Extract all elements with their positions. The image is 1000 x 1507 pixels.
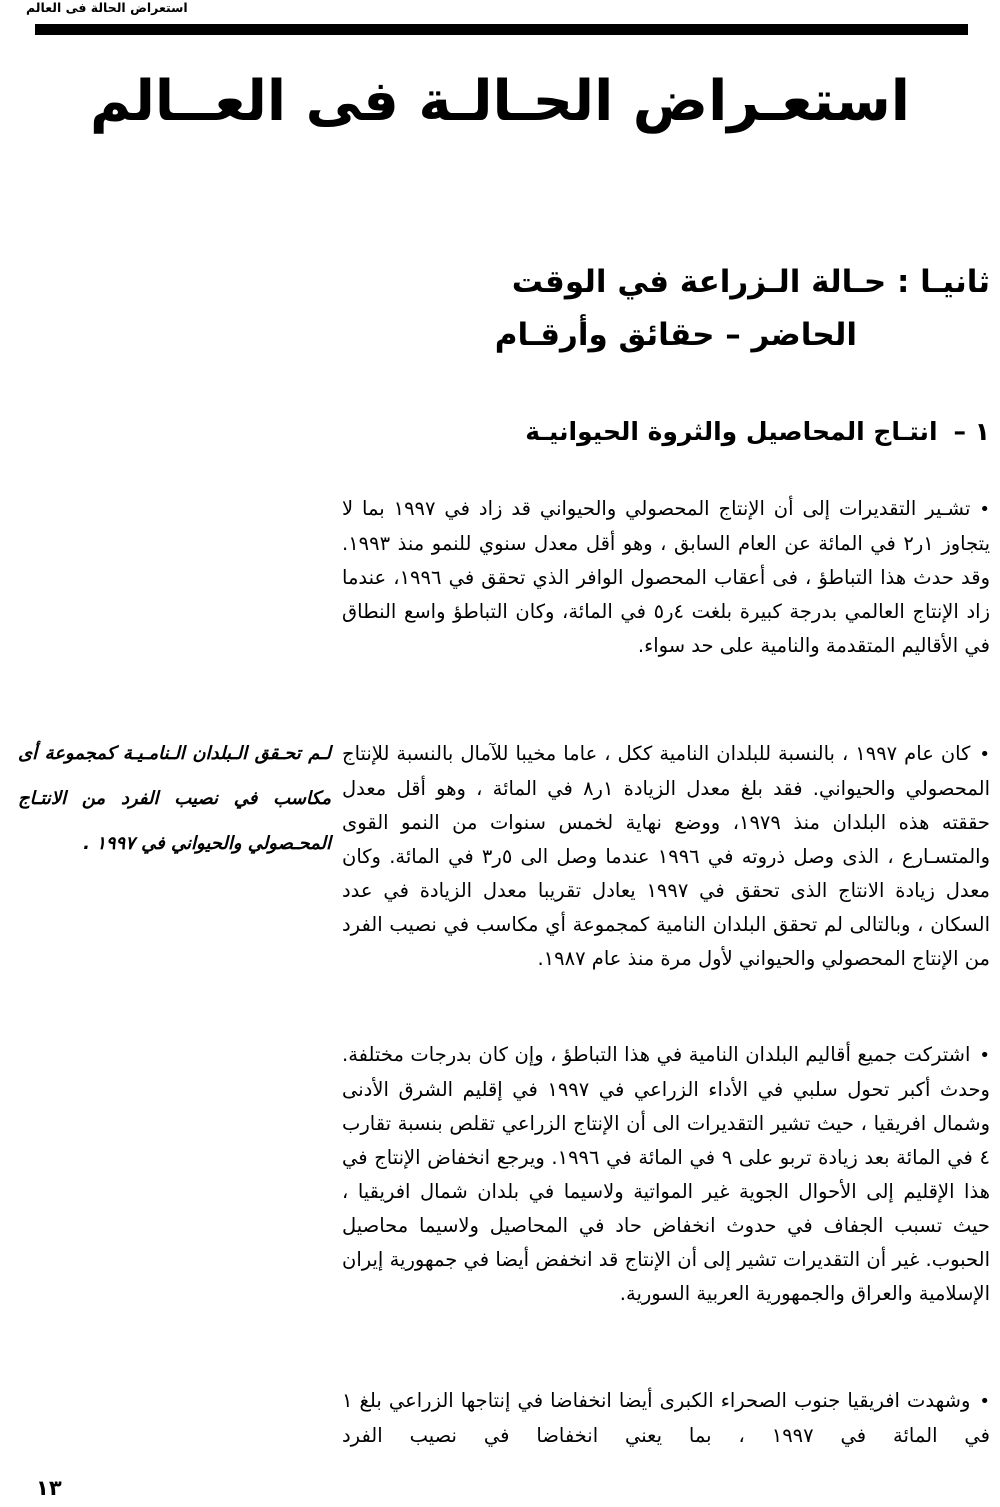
paragraph-text: وشهدت افريقيا جنوب الصحراء الكبرى أيضا انخفاضا في إنتاجها الزراعي بلغ ١ في المائة في ١٩٩٧ ، بما يعني انخفاضا في نصيب الفرد	[342, 1389, 990, 1447]
paragraph-text: اشتركت جميع أقاليم البلدان النامية في هذا التباطؤ ، وإن كان بدرجات مختلفة. وحدث أكبر تحول سلبي في الأداء الزراعي في ١٩٩٧ في إقليم الشرق الأدنى وشمال افريقيا ، حيث تشير التقديرات الى أن الإنتاج الزراعي تقلص بنسبة تقارب ٤ في المائة بعد زيادة تربو على ٩ في المائة في ١٩٩٦. ويرجع انخفاض الإنتاج في هذا الإقليم إلى الأحوال الجوية غير المواتية ولاسيما في بلدان شمال افريقيا ، حيث تسبب الجفاف في حدوث انخفاض حاد في المحاصيل ولاسيما محاصيل الحبوب. غير أن التقديرات تشير إلى أن الإنتاج قد انخفض أيضا في جمهورية إيران الإسلامية والعراق والجمهورية العربية السورية.	[342, 1043, 990, 1305]
section-heading-line2: الحاضر – حقائق وأرقـام	[494, 317, 857, 353]
bullet-icon: •	[979, 1391, 990, 1412]
header-rule	[35, 24, 968, 35]
subsection-number: ١ –	[953, 417, 990, 446]
page-number: ١٣	[36, 1476, 62, 1500]
section-heading-line1: ثانيـا : حـالة الـزراعة في الوقت	[511, 264, 990, 300]
subsection-heading	[342, 414, 990, 449]
running-header: استعراض الحالة فى العالم	[26, 0, 188, 15]
subsection-title: انتـاج المحاصيل والثروة الحيوانيـة	[525, 417, 938, 446]
bullet-paragraph	[342, 737, 990, 976]
bullet-paragraph	[342, 1384, 990, 1453]
bullet-icon: •	[979, 499, 990, 520]
margin-note: لـم تحـقق الـبلدان الـنامـيـة كمجموعة أى مكاسب في نصيب الفرد من الانتـاج المحـصولي والحيواني في ١٩٩٧ .	[18, 743, 331, 854]
paragraph-text: تشـير التقديرات إلى أن الإنتاج المحصولي والحيواني قد زاد في ١٩٩٧ بما لا يتجاوز ١ر٢ في المائة عن العام السابق ، وهو أقل معدل سنوي للنمو منذ ١٩٩٣. وقد حدث هذا التباطؤ ، فى أعقاب المحصول الوافر الذي تحقق في ١٩٩٦، عندما زاد الإنتاج العالمي بدرجة كبيرة بلغت ٤ر٥ في المائة، وكان التباطؤ واسع النطاق في الأقاليم المتقدمة والنامية على حد سواء.	[342, 497, 990, 657]
bullet-paragraph	[342, 1038, 990, 1311]
bullet-paragraph	[342, 492, 990, 663]
paragraph-text: كان عام ١٩٩٧ ، بالنسبة للبلدان النامية ككل ، عاما مخيبا للآمال بالنسبة للإنتاج المحصولي والحيواني. فقد بلغ معدل الزيادة ١ر٨ في المائة ، وهو أقل معدل حققته هذه البلدان منذ ١٩٧٩، ووضع نهاية لخمس سنوات من النمو القوى والمتسـارع ، الذى وصل ذروته في ١٩٩٦ عندما وصل الى ٥ر٣ في المائة. وكان معدل زيادة الانتاج الذى تحقق في ١٩٩٧ يعادل تقريبا معدل الزيادة في عدد السكان ، وبالتالى لم تحقق البلدان النامية كمجموعة أي مكاسب في نصيب الفرد من الإنتاج المحصولي والحيواني لأول مرة منذ عام ١٩٨٧.	[342, 742, 990, 970]
section-heading	[342, 256, 990, 362]
bullet-icon: •	[979, 744, 991, 765]
bullet-icon: •	[979, 1045, 990, 1066]
page-title: استعـراض الحـالـة فى العــالم	[89, 69, 910, 134]
